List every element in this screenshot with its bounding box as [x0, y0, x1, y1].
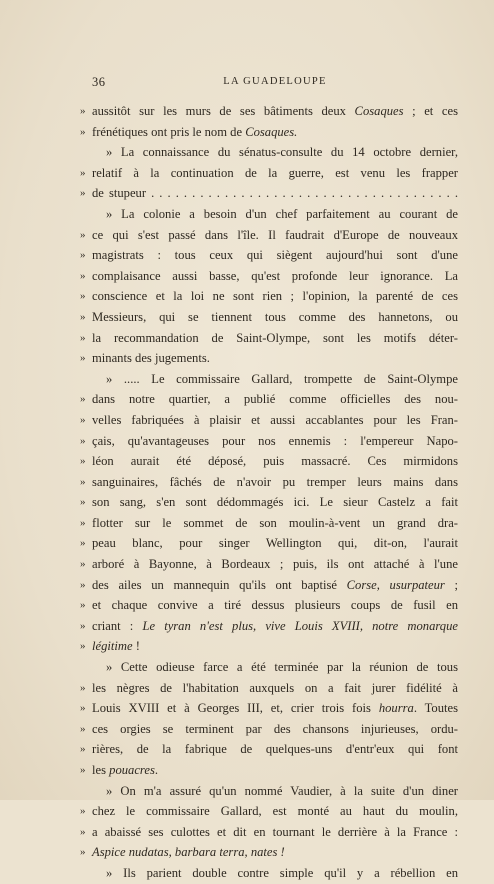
text-run: les	[92, 763, 110, 777]
text-run: velles fabriquées à plaisir et aussi accablantes pour les Fran-	[92, 412, 458, 427]
text-line	[80, 348, 458, 369]
text-line	[92, 657, 458, 678]
text-run: aussitôt sur les murs de ses bâtiments deux	[92, 104, 355, 118]
text-run: » La colonie a besoin d'un chef parfaitement au courant de	[106, 206, 458, 221]
text-line	[80, 575, 458, 596]
line-text	[92, 533, 458, 554]
quote-mark: »	[80, 166, 86, 179]
text-run: dans notre quartier, a publié comme officielles des nou-	[92, 392, 458, 407]
text-line	[80, 719, 458, 740]
text-run: ces orgies se terminent par des chansons injurieuses, ordu-	[92, 721, 458, 736]
quote-mark: »	[80, 269, 86, 282]
quote-mark: »	[80, 722, 86, 735]
line-text	[92, 719, 458, 740]
text-run: peau blanc, pour singer Wellington qui, dit-on, l'aurait	[92, 536, 458, 551]
line-text	[92, 245, 458, 266]
quote-mark: »	[80, 434, 86, 447]
text-line	[92, 781, 458, 802]
line-text	[92, 595, 458, 616]
text-run: !	[132, 639, 140, 654]
quote-mark: »	[80, 846, 86, 859]
quote-mark: »	[80, 558, 86, 571]
text-line	[80, 472, 458, 493]
line-text	[92, 801, 458, 822]
line-text	[92, 286, 458, 307]
text-line	[80, 822, 458, 843]
text-run: flotter sur le sommet de son moulin-à-vent un grand dra-	[92, 515, 458, 530]
body-text	[80, 101, 459, 884]
quote-mark: »	[80, 455, 86, 468]
text-line	[80, 307, 458, 328]
text-run: » Cette odieuse farce a été terminée par la réunion de tous	[106, 660, 458, 675]
text-line	[80, 286, 458, 307]
quote-mark: »	[80, 105, 86, 117]
text-run: Messieurs, qui se tiennent tous comme des hannetons, ou	[92, 309, 458, 324]
text-line	[80, 101, 458, 122]
quote-mark: »	[80, 825, 86, 838]
running-head: LA GUADELOUPE	[223, 76, 327, 87]
line-text	[92, 225, 458, 246]
text-line	[80, 451, 458, 472]
text-run: » ..... Le commissaire Gallard, trompette de Saint-Olympe	[106, 371, 458, 386]
line-text	[92, 822, 458, 843]
line-text	[92, 101, 458, 122]
text-line	[80, 431, 458, 452]
text-line	[80, 183, 458, 204]
line-text	[92, 698, 458, 719]
page-number: 36	[92, 75, 106, 89]
text-line	[80, 328, 458, 349]
line-text	[92, 204, 458, 225]
text-run: » On m'a assuré qu'un nommé Vaudier, à la suite d'un diner	[106, 783, 458, 798]
line-text	[92, 657, 458, 678]
quote-mark: »	[80, 393, 86, 406]
quote-mark: »	[80, 516, 86, 529]
text-line	[80, 678, 458, 699]
quote-mark: »	[80, 599, 86, 612]
line-text	[92, 410, 458, 431]
text-run: minants des jugements.	[92, 351, 210, 366]
text-line	[92, 142, 458, 163]
text-line	[80, 245, 458, 266]
line-text	[92, 369, 458, 390]
text-line	[80, 698, 459, 719]
line-text	[92, 142, 458, 163]
text-run: relatif à la continuation de la guerre, est venu les frapper	[92, 165, 458, 180]
line-text	[92, 739, 458, 760]
text-line	[92, 369, 458, 390]
text-run: complaisance aussi basse, qu'est profonde leur ignorance. La	[92, 268, 458, 283]
text-run: çais, qu'avantageuses pour nos ennemis : l'empereur Napo-	[92, 433, 458, 448]
line-text	[92, 678, 458, 699]
quote-mark: »	[80, 413, 86, 426]
text-run: la recommandation de Saint-Olympe, sont les motifs déter-	[92, 330, 458, 345]
text-line	[80, 739, 458, 760]
text-line	[80, 616, 458, 637]
text-run: rières, de la fabrique de quelques-uns d'entr'eux qui font	[92, 742, 458, 757]
text-run: Louis XVIII et à Georges III, et, crier trois fois	[92, 701, 379, 716]
text-run: frénétiques ont pris le nom de	[92, 124, 246, 139]
line-text	[92, 616, 458, 637]
quote-mark: »	[80, 125, 86, 138]
text-run: magistrats : tous ceux qui siègent aujourd'hui sont d'une	[92, 248, 458, 263]
text-run: des ailes un mannequin qu'ils ont baptisé	[92, 577, 347, 592]
line-text	[92, 760, 458, 781]
text-line	[80, 492, 458, 513]
text-run: arboré à Bayonne, à Bordeaux ; puis, ils ont attaché à l'une	[92, 557, 458, 572]
line-text	[92, 348, 458, 369]
quote-mark: »	[80, 640, 86, 653]
text-line	[80, 842, 458, 863]
italic-text: Corse, usurpateur	[346, 577, 445, 592]
line-text	[92, 781, 458, 802]
line-text	[92, 636, 458, 657]
quote-mark: »	[80, 805, 86, 818]
italic-text: Le tyran n'est plus, vive Louis XVIII, notre monarque	[142, 618, 458, 633]
quote-mark: »	[80, 187, 86, 200]
italic-text: hourra	[378, 701, 414, 716]
quote-mark: »	[80, 249, 86, 262]
quote-mark: »	[80, 681, 86, 694]
italic-text: Cosaques.	[245, 124, 298, 139]
quote-mark: »	[80, 290, 86, 303]
page-header	[92, 75, 458, 91]
line-text	[92, 183, 458, 204]
text-line	[80, 760, 458, 781]
line-text	[92, 492, 458, 513]
text-run: ce qui s'est passé dans l'île. Il faudrait d'Europe de nouveaux	[92, 227, 458, 242]
text-line	[80, 554, 458, 575]
text-run: de stupeur . . . . . . . . . . . . . . . . . . . . . . . . . . . . . . . . . . . . . .	[92, 186, 458, 201]
text-run: ;	[444, 577, 458, 592]
quote-mark: »	[80, 228, 86, 241]
text-line	[92, 863, 458, 884]
line-text	[92, 163, 458, 184]
text-line	[80, 595, 458, 616]
line-text	[92, 513, 458, 534]
text-line	[80, 389, 458, 410]
text-run: criant :	[92, 618, 143, 633]
quote-mark: »	[80, 537, 86, 550]
text-line	[80, 163, 458, 184]
line-text	[92, 328, 458, 349]
text-run: son sang, s'en sont dédommagés ici. Le sieur Castelz a fait	[92, 495, 458, 510]
text-run: léon aurait été déposé, puis massacré. Ces mirmidons	[92, 454, 458, 469]
text-line	[80, 225, 458, 246]
text-run: » Ils parient double contre simple qu'il y a rébellion en	[106, 865, 458, 880]
text-line	[80, 266, 458, 287]
line-text	[92, 122, 458, 143]
line-text	[92, 472, 458, 493]
text-run: chez le commissaire Gallard, est monté au haut du moulin,	[92, 804, 458, 819]
line-text	[92, 266, 458, 287]
text-run: conscience et la loi ne sont rien ; l'opinion, la parenté de ces	[92, 289, 458, 304]
line-text	[92, 389, 458, 410]
text-line	[80, 533, 458, 554]
line-text	[92, 842, 458, 863]
quote-mark: »	[80, 475, 86, 488]
text-run: » La connaissance du sénatus-consulte du 14 octobre dernier,	[106, 145, 458, 160]
text-run: a abaissé ses culottes et dit en tournant le derrière à la France :	[92, 824, 458, 839]
italic-text: Cosaques	[354, 104, 404, 118]
text-run: et chaque convive a tiré dessus plusieurs coups de fusil en	[92, 598, 458, 613]
line-text	[92, 307, 458, 328]
quote-mark: »	[80, 578, 86, 591]
line-text	[92, 451, 458, 472]
italic-text: légitime	[92, 639, 133, 654]
text-run: ; et ces	[403, 104, 458, 118]
text-run: . Toutes	[413, 701, 459, 716]
line-text	[92, 554, 458, 575]
text-line	[80, 410, 458, 431]
quote-mark: »	[80, 352, 86, 365]
line-text	[92, 575, 458, 596]
quote-mark: »	[80, 496, 86, 509]
text-run: les nègres de l'habitation auxquels on a fait jurer fidélité à	[92, 680, 458, 695]
text-line	[80, 513, 458, 534]
quote-mark: »	[80, 310, 86, 323]
italic-text: pouacres	[109, 763, 155, 777]
text-line	[80, 801, 458, 822]
line-text	[92, 431, 458, 452]
italic-text: Aspice nudatas, barbara terra, nates !	[92, 845, 285, 860]
line-text	[92, 863, 458, 884]
text-line	[80, 636, 458, 657]
quote-mark: »	[80, 331, 86, 344]
text-line	[80, 122, 458, 143]
text-run: sanguinaires, fâchés de n'avoir pu tremper leurs mains dans	[92, 474, 458, 489]
text-run: .	[154, 763, 158, 777]
quote-mark: »	[80, 743, 86, 756]
quote-mark: »	[80, 764, 86, 776]
quote-mark: »	[80, 619, 86, 632]
quote-mark: »	[80, 702, 86, 715]
text-line	[92, 204, 458, 225]
